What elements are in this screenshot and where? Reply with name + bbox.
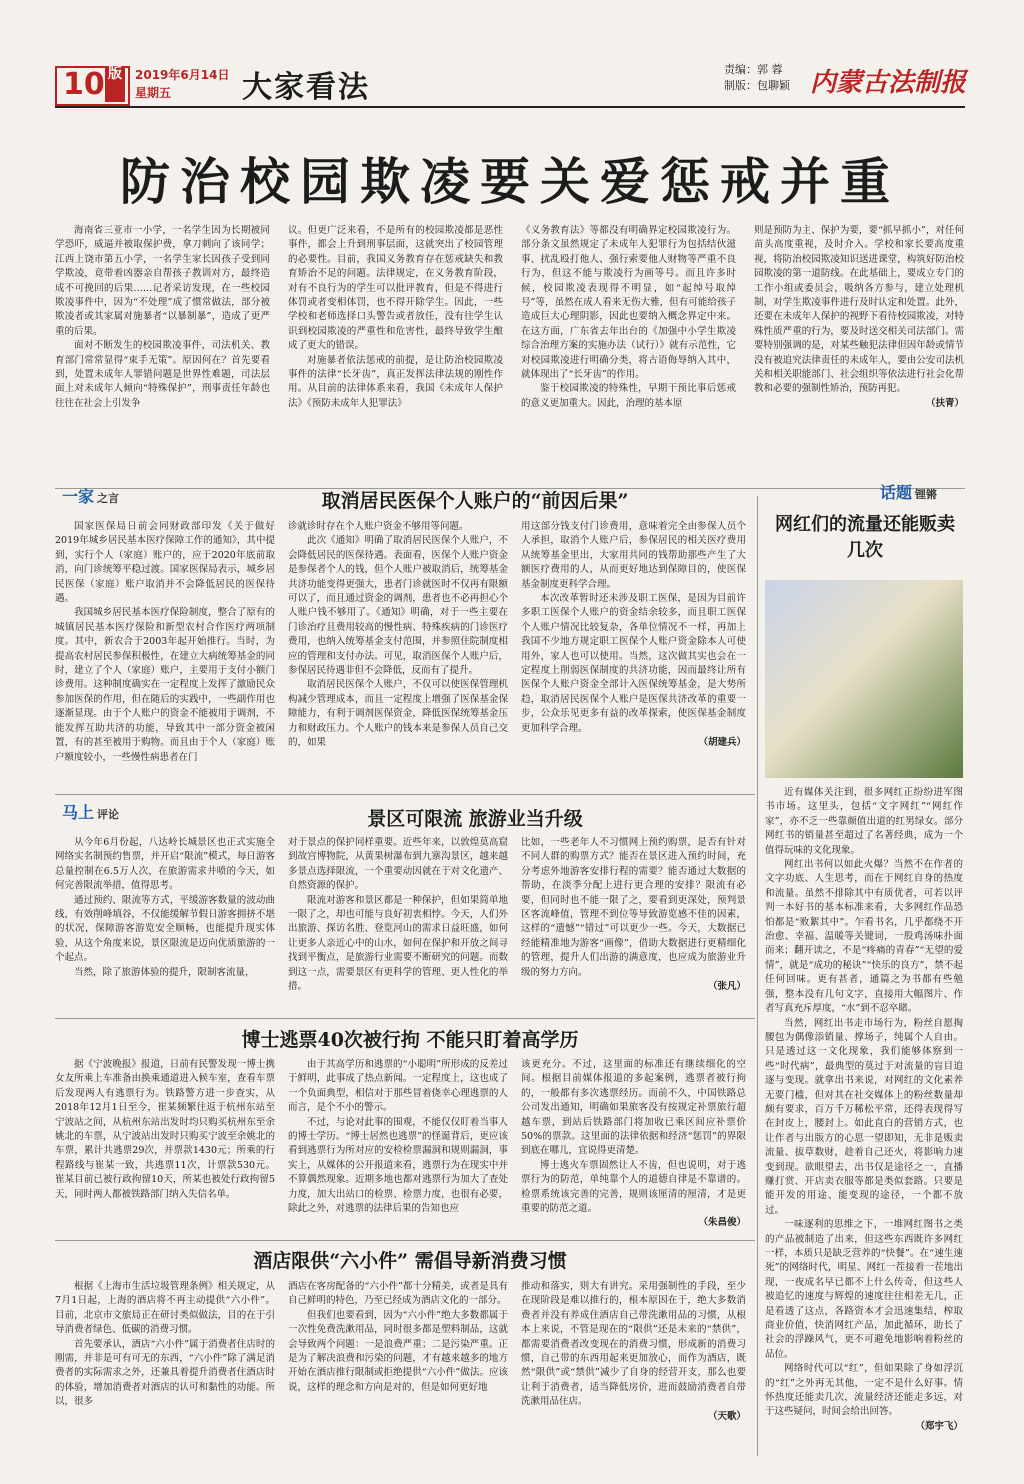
a1-divider: [55, 794, 755, 795]
a2-para: 对于景点的保护同样重要。近些年来，以敦煌莫高窟到故宫博物院，从黄果树瀑布到九寨沟景区，越来越多景点选择限流，一个重要动因就在于对文化遗产、自然资源的保护。: [288, 837, 508, 892]
a2-para: 比如，一些老年人不习惯网上预约购票，是否有针对不同人群的购票方式？能否在景区进入预约时间，充分考虑外地游客安排行程的需要？能否通过大数据的帮助，在淡季分配上进行更合理的安排？限流有必要，但同时也不能一限了之，要看到更深处，预判景区客流峰值，管理不到位等导致游览感不佳的因素，这样的“遗憾”“错过”可以更少一些。今天，大数据已经能精准地为游客“画像”，借助大数据进行更精细化的管理，提升人们出游的满意度，也应成为旅游业升级的努力方向。: [521, 837, 746, 978]
a2-para: 限流对游客和景区都是一种保护，但如果简单地一限了之，却也可能与良好初衷相悖。今天，人们外出旅游、探访名胜、登览河山的需求日益旺盛，如何让更多人亲近心中的山水，如何在保护和开放之间寻找到平衡点，是旅游行业需要不断研究的问题。而数到这一点，需要景区有更科学的管理、更人性化的举措。: [288, 894, 508, 993]
lead-para: 海南省三亚市一小学，一名学生因为长期被同学恐吓，威逼并被取保护费，拿刀刺向了该同学；江西上饶市第五小学，一名学生家长因孩子受到同学欺凌，竟带着凶器亲自帮孩子教训对方，最终造成不可挽回的后果……记者采访发现，在一些校园欺凌事件中，因为“不处理”成了惯常做法，部分被欺凌者或其家属对施暴者“以暴制暴”，造成了更严重的后果。: [55, 225, 270, 337]
a3-divider: [55, 1240, 755, 1241]
a1-col-2: [288, 520, 508, 788]
a1-tag: 一家: [62, 487, 95, 506]
a1-para: 我国城乡居民基本医疗保险制度，整合了原有的城镇居民基本医疗保险和新型农村合作医疗两项制度。其中，新农合于2003年起开始推行。当时，为提高农村居民参保积极性，在建立大病统筹基金的同时，建立了个人（家庭）账户，主要用于支付小额门诊费用。这种制度确实在一定程度上发挥了激励民众参加医保的作用，但在随后的实践中，一些副作用也逐渐显现。由于个人账户的资金不能被用于调剂，不能发挥互助共济的功能，导致其中一部分资金被闲置，有的甚至被用于购物。而且由于个人（家庭）账户额度较小，一些慢性病患者在门: [55, 607, 275, 763]
a3-col-2: [288, 1058, 508, 1236]
a3-para: 该更充分。不过，这里面的标准还有继续细化的空间。根据目前媒体报道的多起案例，逃票者被行拘的，一般都有多次逃票经历。而前不久，中国铁路总公司发出通知，明确如果旅客没有按规定补票旅行超越车票，到站后铁路部门将加收已乘区间应补票价50%的票款。这里面的法律依据和经济“惩罚”的界限到底在哪儿，宜说得更清楚。: [521, 1059, 746, 1157]
a3-para: 据《宁波晚报》报道，日前有民警发现一博士携女友所乘上车准备由换乘通道进入候车室，查看车票后发现两人有逃票行为。铁路警方进一步查实，从2018年12月1日至今，崔某频繁往返于杭州东站至宁波站之间，从杭州东站出发时均只购买杭州东至余姚北的车票，从宁波站出发时只购买宁波至余姚北的车票，累计共逃票29次，并票款1430元；所乘的行程路线与崔某一致，共逃票11次，计票款530元。崔某目前已被行政拘留10天，所某也被处行政拘留5天，同时两人都被铁路部门纳入失信名单。: [55, 1059, 275, 1200]
side-tag-suffix: 锂锵: [915, 488, 938, 501]
a2-col-1: [55, 836, 275, 1014]
side-illustration: [765, 580, 963, 778]
lead-col-3: [521, 224, 736, 482]
a2-col-3: [521, 836, 746, 1014]
side-para: 近有媒体关注到，很多网红正纷纷进军图书市场。这里头，包括“文字网红”“网红作家”，亦不乏一些靠颜值出道的红男绿女。部分网红书的销量甚至超过了名著经典，成为一个值得玩味的文化现象。: [765, 787, 963, 856]
editor: 责编：郭 蓉: [724, 63, 783, 76]
a2-para: 当然，除了旅游体验的提升，限制客流量，: [74, 966, 255, 978]
a3-col-3: [521, 1058, 746, 1236]
a3-headline: 博士逃票40次被行拘 不能只盯着高学历: [241, 1029, 579, 1051]
side-author: （郑宇飞）: [915, 1420, 963, 1432]
lead-para: 面对不断发生的校园欺凌事件，司法机关、教育部门常常显得“束手无策”。原因何在？首先要看到，处置未成年人罪错问题是世界性难题，司法层面上对未成年人倾向“特殊保护”，刑事责任年龄也往往在社会上引发争: [55, 340, 270, 409]
issue-weekday: 星期五: [135, 86, 172, 100]
a1-para: 国家医保局日前会同财政部印发《关于做好2019年城乡居民基本医疗保障工作的通知》，其中提到，实行个人（家庭）账户的，应于2020年底前取消，向门诊统筹平稳过渡。国家医保局表示，城乡居民医保（家庭）账户取消并不会降低居民的医保待遇。: [55, 521, 275, 605]
section-title: 大家看法: [242, 70, 370, 105]
a1-para: 用这部分钱支付门诊费用，意味着完全由参保人员个人承担，取消个人账户后，参保居民的相关医疗费用从统筹基金里出，大家用共同的钱帮助那些产生了大额医疗费用的人，从而更好地达到保障目的，使医保基金制度更科学合理。: [521, 521, 746, 590]
a4-headline: 酒店限供“六小件” 需倡导新消费习惯: [253, 1250, 567, 1272]
a3-para: 由于其高学历和逃票的“小聪明”所形成的反差过于鲜明，此事成了热点新闻。一定程度上，这也成了一个负面典型，相信对于那些冒着侥幸心理逃票的人而言，是个不小的警示。: [288, 1059, 508, 1114]
a2-col-2: [288, 836, 508, 1014]
a3-para: 不过，与论对此事的围观，不能仅仅盯着当事人的博士学历。“博士居然也逃票”的怪诞背后，更应该看到逃票行为所对应的安检检票漏洞和规则漏洞，事实上，从媒体的公开报道来看，逃票行为在现实中并不算偶然现象。近期多地也都对逃票行为加大了查处力度，加大出站口的检票、检票力度，也很有必要，除此之外，对逃票的法律后果的告知也应: [288, 1116, 508, 1215]
a2-para: 通过预约、限流等方式，平缓游客数量的波动曲线，有效削峰填谷，不仅能缓解节假日游客拥挤不堪的状况，保障游客游览安全顺畅，也能提升现实体验，从这个角度来说，景区限流是迈向优质旅游的一个起点。: [55, 894, 275, 964]
a1-para: 本次改革暂时还未涉及职工医保，是因为目前许多职工医保个人账户的资金结余较多，而且职工医保个人账户情况比较复杂，各单位情况不一样，再加上我国不少地方规定职工医保个人账户资金除本人可使用外，家人也可以使用。当然，这次做其实也会在一定程度上削弱医保制度的共济功能，因而最终让所有医保个人账户资金全部计入医保统筹基金，是大势所趋，取消居民医保个人账户是医保共济改革的重要一步，公众乐见更多有益的改革探索，使医保基金制度更加科学合理。: [521, 593, 746, 734]
side-body: [765, 786, 963, 1456]
a3-author: （朱昌俊）: [698, 1217, 746, 1229]
a3-para: 博士逃火车票固然让人不齿，但也说明，对于逃票行为的防范，单纯靠个人的道德自律是不靠谱的。检票系统该完善的完善，规则该厘清的厘清，才是更重要的防范之道。: [521, 1159, 746, 1215]
a4-para: 首先要承认，酒店“六小件”属于消费者住店时的刚需，并非是可有可无的东西，“六小件”除了满足消费者的实际需求之外，还兼具着提升消费者住酒店时的体验，增加消费者对酒店的认可和黏性的功能。所以，很多: [55, 1338, 275, 1408]
lead-headline: 防治校园欺凌要关爱惩戒并重: [120, 152, 900, 211]
a4-para: 但我们也要看到，因为“六小件”绝大多数都属于一次性免费洗漱用品，同时很多都是塑料制品，这就会导致两个问题：一是浪费严重；二是污染严重。正是为了解决浪费和污染的问题，才有越来越多的地方开始在酒店推行限制或拒绝提供“六小件”做法。应该说，这样的理念和方向是对的，但是如何更好地: [288, 1309, 508, 1393]
a4-col-2: [288, 1280, 508, 1456]
lead-col-4: [754, 224, 964, 482]
lead-col-2: [288, 224, 503, 482]
a2-headline: 景区可限流 旅游业当升级: [367, 808, 583, 830]
a4-col-1: [55, 1280, 275, 1456]
a3-col-1: [55, 1058, 275, 1236]
a1-para: 此次《通知》明确了取消居民医保个人账户，不会降低居民的医保待遇。表面看，医保个人账户资金是参保者个人的钱，但个人账户被取消后，统筹基金共济功能变得更强大，患者门诊就医时不仅再有限额可以了，而且通过资金的调剂，患者也不必再担心个人账户钱不够用了。《通知》明确，对于一些主要在门诊治疗且费用较高的慢性病、特殊疾病的门诊医疗费用，也纳入统筹基金支付范围，并参照住院制度相应的管理和支付办法。可见，取消医保个人账户后，参保居民待遇非但不会降低，反而有了提升。: [288, 535, 508, 677]
side-headline: 网红们的流量还能贩卖几次: [775, 514, 955, 561]
issue-date: 2019年6月14日: [135, 68, 230, 82]
side-para: 一味逐利的思维之下，一堆网红图书之类的产品被制造了出来，但这些东西既许多网红一样，本质只是缺乏营养的“快餐”。在“速生速死”的网络时代，明星、网红一茬接着一茬地出现，一夜成名早已都不上什么传奇，但这些人被追忆的速度与辉煌的速度往往相差无几，正是看透了这点，各路资本才会迅速集结，榨取商业价值，快消网红产品，加此循环，助长了社会的浮躁风气，更不可避免地影响着粉丝的品位。: [765, 1219, 963, 1360]
a1-author: （胡建兵）: [698, 737, 746, 749]
page-number: 10: [55, 66, 130, 106]
editor-credits: [724, 62, 790, 94]
sidebar-divider: [757, 496, 758, 1456]
lead-para: 对施暴者依法惩戒的前提，是让防治校园欺凌事件的法律“长牙齿”，真正发挥法律法规的刚性作用。从目前的法律体系来看，我国《未成年人保护法》《预防未成年人犯罪法》: [288, 354, 503, 409]
a2-divider: [55, 1018, 755, 1019]
page-suffix: 版: [105, 66, 125, 102]
a4-para: 推动和落实，则大有讲究。采用强制性的手段，至少在现阶段是难以推行的，根本原因在于，绝大多数消费者并没有养成住酒店自己带洗漱用品的习惯，从根本上来说，不管是现在的“限供”还是未来的“禁供”，都需要消费者改变现在的消费习惯，形成新的消费习惯，自己带的东西用起来更加放心，而作为酒店，既然“限供”或“禁供”减少了自身的经营开支，那么也要让利于消费者，适当降低房价，进而鼓励消费者自带洗漱用品住店。: [521, 1281, 746, 1408]
header-rule: [55, 106, 965, 108]
a4-col-3: [521, 1280, 746, 1456]
side-para: 网络时代可以“红”，但如果除了身如浮沉的“红”之外再无其他，一定不是什么好事。情怀热度还能卖几次，流量经济还能走多远，对于这些疑问，时间会给出回答。: [765, 1363, 963, 1418]
issue-date-block: [135, 66, 229, 102]
side-column-tag: [880, 480, 937, 503]
producer: 制版：包聊颖: [724, 79, 790, 92]
a2-para: 从今年6月份起，八达岭长城景区也正式实施全网络实名制预约售票，并开启“限流”模式，每日游客总量控制在6.5万人次，在旅游需求井喷的今天，如何完善限流举措，值得思考。: [55, 837, 275, 892]
a1-para: 诊就诊时存在个人账户资金不够用等问题。: [288, 521, 469, 532]
a2-author: （张凡）: [707, 981, 746, 993]
a1-col-3: [521, 520, 746, 788]
a4-para: 酒店在客房配备的“六小件”都十分精美，或者是具有自己鲜明的特色，乃至已经成为酒店文化的一部分。: [288, 1281, 508, 1307]
side-para: 网红出书何以如此火爆？当然不在作者的文字功底、人生思考，而在于网红自身的热度和流量。虽然不排除其中有质优者，可若以评判一本好书的基本标准来看，大多网红作品恐怕都是“败絮其中”。乍看书名，几乎都绕不开治愈、幸福、温暖等关键词，一股鸡汤味扑面而来；翻开读之，不是“疼痛的青春”“无望的爱情”，就是“成功的秘诀”“快乐的良方”，禁不起任何回味。更有甚者，通篇之为书都有些勉强，整本没有几句文字，直接用大幅图片、作者写真充斥厚度，“水”到不忍卒睹。: [765, 859, 963, 1015]
side-para: 当然，网红出书走市场行为，粉丝自愿掏腰包为偶像添销量、撑场子，纯属个人自由。只是透过这一文化现象，我们能够体察到一些“时代病”，最典型的莫过于对流量的盲目追逐与变现。就拿出书来说，对网红的文化素养无要门槛，但对其在社交媒体上的粉丝数量却颇有要求，百万千万稀松平常，还得表现得写在封皮上，腰封上。如此直白的营销方式，也让作者与出版方的心思一望即知，无非是贩卖流量、拔草数财，趁着自己还火，将影响力速变到现。欲眼望去，出书仅是途径之一，直播赚打赏、开店卖衣服等都是类似套路。只要是能开发的用途、能变现的途径，一个都不放过。: [765, 1017, 963, 1216]
a1-para: 取消居民医保个人账户，不仅可以使医保管理机构减少管理成本，而且一定程度上增强了医保基金保障能力，有利于调剂医保资金，降低医保统筹基金压力和财政压力。个人账户的钱本来是参保人员自己交的，如果: [288, 679, 508, 749]
a4-author: （天歌）: [707, 1410, 746, 1422]
lead-col-1: [55, 224, 270, 482]
a2-tag: 马上: [62, 803, 95, 822]
lead-author: （扶青）: [925, 397, 964, 409]
a1-column-tag: [62, 484, 119, 507]
a1-headline: 取消居民医保个人账户的“前因后果”: [321, 490, 629, 512]
a2-tag-suffix: 评论: [97, 808, 120, 821]
a1-tag-suffix: 之言: [97, 492, 120, 505]
a1-col-1: [55, 520, 275, 788]
a2-column-tag: [62, 800, 119, 823]
a4-para: 根据《上海市生活垃圾管理条例》相关规定，从7月1日起，上海的酒店将不再主动提供“六小件”。目前，北京市文旅局正在研讨类似做法，目的在于引导消费者绿色、低碳的消费习惯。: [55, 1281, 275, 1336]
lead-para: 《义务教育法》等都没有明确界定校园欺凌行为。部分条文虽然规定了未成年人犯罪行为包括结伙滋事、扰乱殴打他人、强行索要他人财物等严重不良行为，但这不能与欺凌行为画等号。而且许多时候，校园欺凌表现得不明显，如“起绰号取绰号”等，虽然在成人看来无伤大雅，但有可能给孩子造成巨大心理阴影，因此也要纳入概念界定中来。在这方面，广东省去年出台的《加强中小学生欺凌综合治理方案的实施办法（试行）》就有示范性，它对校园欺凌进行明确分类，将古语侮辱纳入其中，就体现出了“长牙齿”的作用。: [521, 225, 736, 381]
lead-para: 则是预防为主、保护为要，要“抓早抓小”，对任何苗头高度重视，及时介入。学校和家长要高度重视，将防治校园欺凌知识送进课堂，构筑好防治校园欺凌的第一道防线。在此基础上，要成立专门的工作小组或委员会，吸纳各方参与，建立处理机制，对学生欺凌事件进行及时认定和处置。此外，还要在未成年人保护的视野下看待校园欺凌，对特殊性质严重的行为，要及时送交相关司法部门。需要特别强调的是，对某些触犯法律但因年龄或情节没有被追究法律责任的未成年人，要由公安司法机关和相关职能部门、社会组织等依法进行社会化帮教和必要的强制性矫治，预防再犯。: [754, 225, 964, 395]
side-tag: 话题: [880, 483, 913, 502]
lead-para: 议。但更广泛来看，不是所有的校园欺凌都是恶性事件，都会上升到刑事层面，这就突出了校园管理的必要性。目前，我国义务教育存在惩戒缺失和教育矫治不足的问题。法律规定，在义务教育阶段，对有不良行为的学生可以批评教育，但是不得进行体罚或者变相体罚，也不得开除学生。因此，一些学校和老师选择口头警告或者放任，没有往学生认识到校园欺凌的严重性和危害性，最终导致学生酿成了更大的错误。: [288, 225, 503, 352]
lead-para: 鉴于校园欺凌的特殊性，早期干预比事后惩戒的意义更加重大。因此，治理的基本原: [521, 383, 736, 409]
newspaper-brand: 内蒙古法制报: [810, 68, 967, 98]
